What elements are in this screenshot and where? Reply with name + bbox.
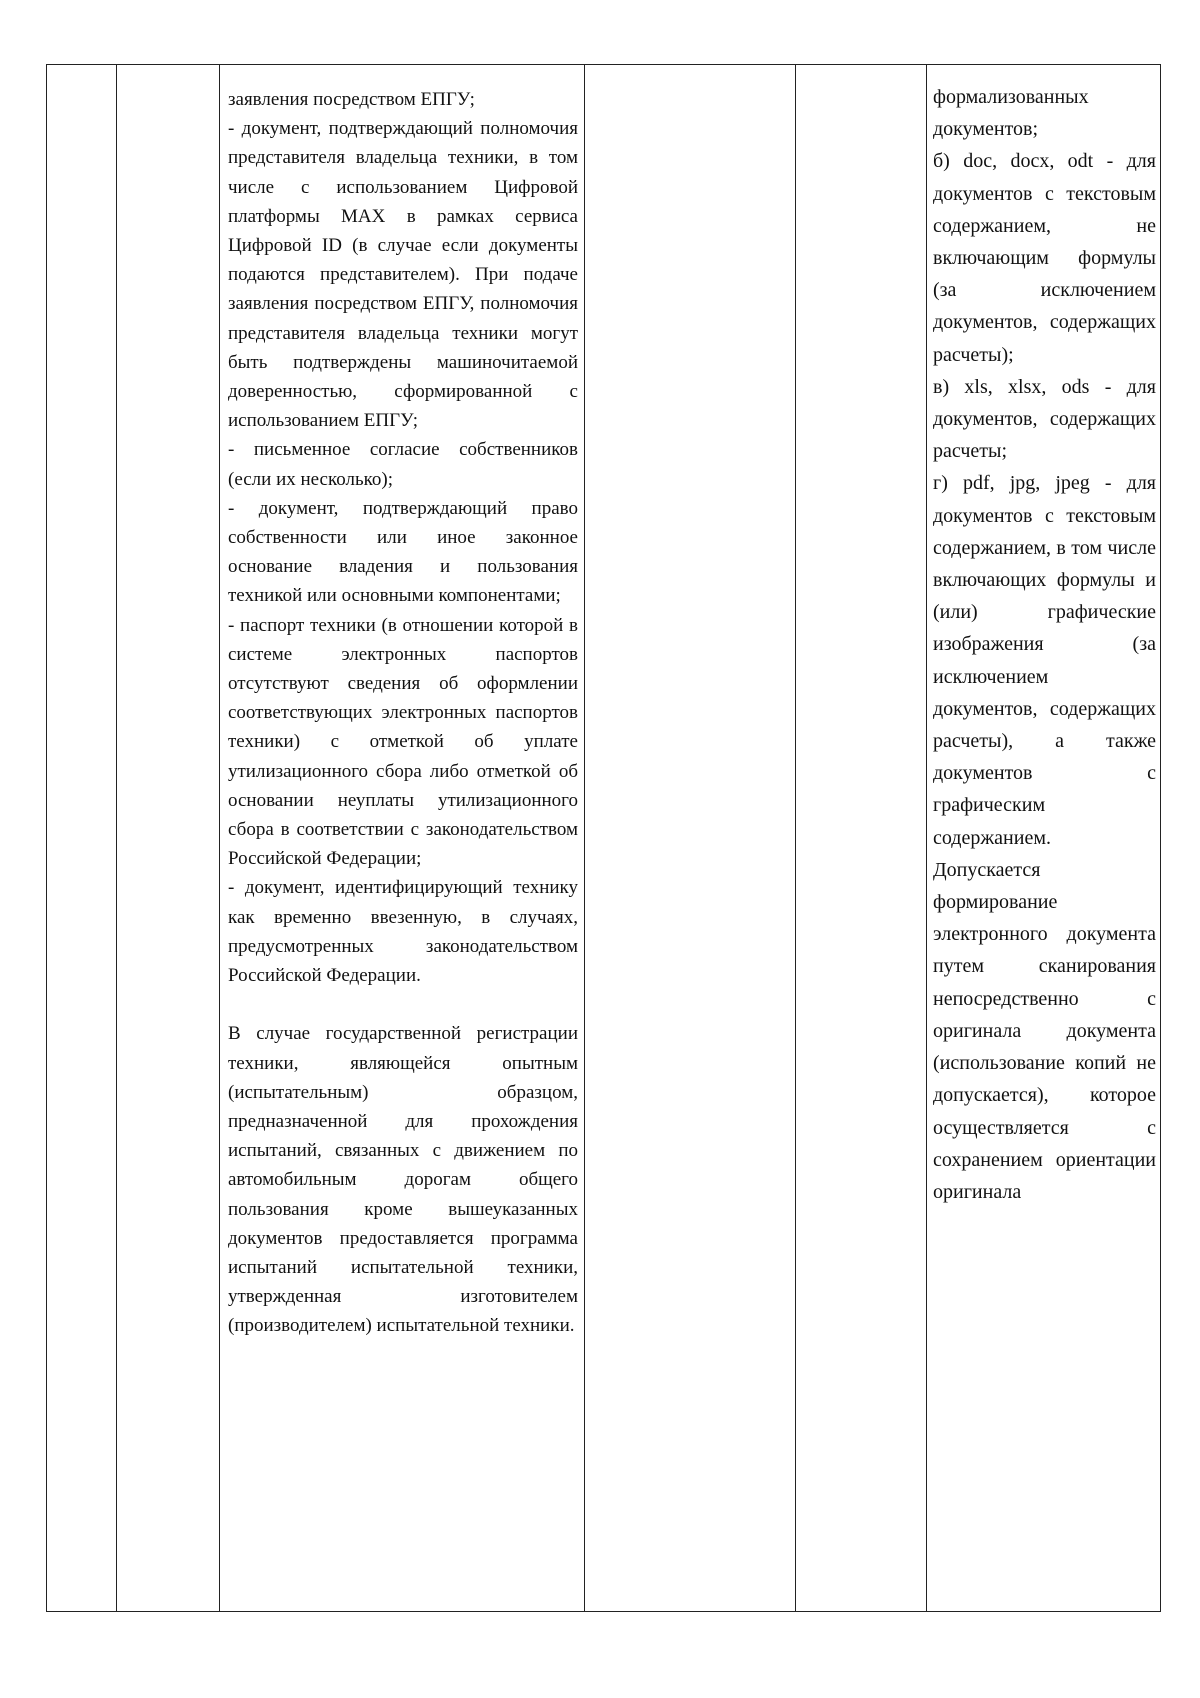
document-table (46, 64, 1161, 1612)
paragraph-gap (228, 990, 578, 1019)
documents-paragraph: - паспорт техники (в отношении которой в системе электронных паспортов отсутствуют сведения об оформлении соответствующих электронных паспортов техники) с отметкой об уплате утилизационного сбора либо отметкой об основании неуплаты утилизационного сбора в соответствии с законодательством Российской Федерации; (228, 614, 578, 870)
documents-paragraph: - документ, подтверждающий полномочия представителя владельца техники, в том числе с использованием Цифровой платформы MAX в рамках сервиса Цифровой ID (в случае если документы подаются представителем). При подаче заявления посредством ЕПГУ, полномочия представителя владельца техники могут быть подтверждены машиночитаемой доверенностью, сформированной с использованием ЕПГУ; (228, 118, 578, 432)
documents-note: В случае государственной регистрации техники, являющейся опытным (испытательным) образцом, предназначенной для прохождения испытаний, связанных с движением по автомобильным дорогам общего пользования кроме вышеуказанных документов предоставляется программа испытаний испытательной техники, утвержденная изготовителем (производителем) испытательной техники. (228, 1023, 578, 1337)
table-cell-5 (796, 65, 927, 1612)
formats-cell (927, 65, 1161, 1612)
table-cell-4 (585, 65, 796, 1612)
documents-cell (220, 65, 585, 1612)
formats-text (927, 65, 1160, 1208)
documents-paragraph: заявления посредством ЕПГУ; (228, 89, 475, 110)
formats-paragraph: б) doc, docx, odt - для документов с текстовым содержанием, не включающим формулы (за исключением документов, содержащих расчеты); (933, 150, 1156, 366)
formats-paragraph: в) xls, xlsx, ods - для документов, содержащих расчеты; (933, 375, 1156, 463)
documents-paragraph: - письменное согласие собственников (если их несколько); (228, 439, 578, 490)
documents-paragraph: - документ, идентифицирующий технику как временно ввезенную, в случаях, предусмотренных законодательством Российской Федерации. (228, 877, 578, 987)
formats-paragraph: г) pdf, jpg, jpeg - для документов с текстовым содержанием, в том числе включающих формулы и (или) графические изображения (за исключением документов, содержащих расчеты), а также документов с графическим содержанием. Допускается формирование электронного документа путем сканирования непосредственно с оригинала документа (использование копий не допускается), которое осуществляется с сохранением ориентации оригинала (933, 472, 1156, 1203)
table-cell-2 (117, 65, 220, 1612)
documents-text (220, 65, 584, 1341)
table-cell-1 (47, 65, 117, 1612)
formats-paragraph: формализованных документов; (933, 86, 1089, 141)
table-row (47, 65, 1161, 1612)
documents-paragraph: - документ, подтверждающий право собственности или иное законное основание владения и пользования техникой или основными компонентами; (228, 497, 578, 607)
